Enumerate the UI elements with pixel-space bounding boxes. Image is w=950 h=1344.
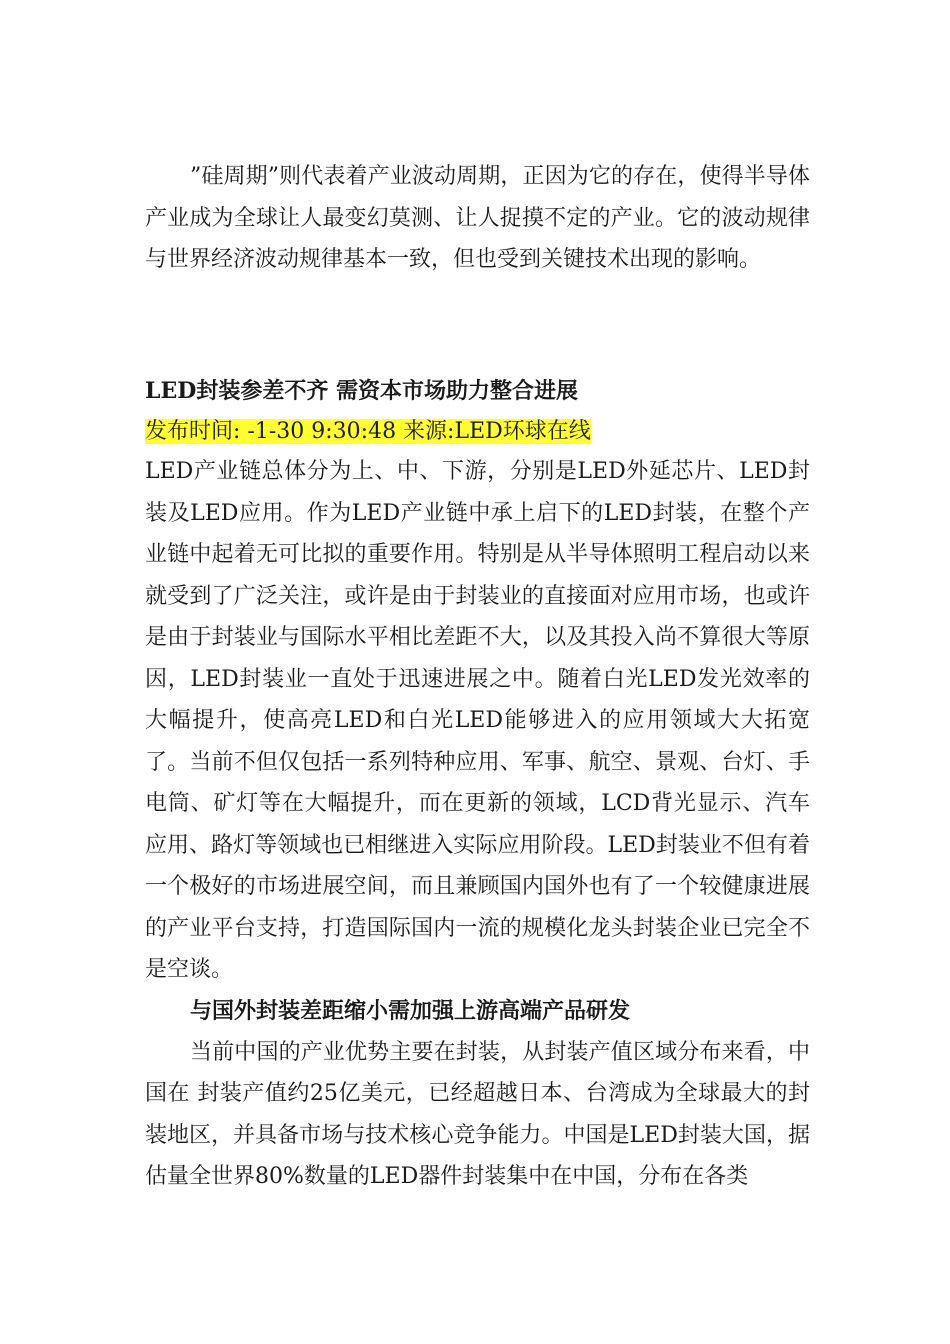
article-body <box>145 451 810 1198</box>
article-subheading: 与国外封装差距缩小需加强上游高端产品研发 <box>190 997 631 1024</box>
article-title: LED封装参差不齐 需资本市场助力整合进展 <box>145 378 578 404</box>
intro-paragraph: ”硅周期”则代表着产业波动周期，正因为它的存在，使得半导体产业成为全球让人最变幻莫测、让人捉摸不定的产业。它的波动规律与世界经济波动规律基本一致，但也受到关键技术出现的影响。 <box>145 164 810 272</box>
intro-block <box>145 156 810 281</box>
article-body-paragraph: LED产业链总体分为上、中、下游，分别是LED外延芯片、LED封装及LED应用。作为LED产业链中承上启下的LED封装，在整个产业链中起着无可比拟的重要作用。特别是从半导体照明工程启动以来就受到了广泛关注，或许是由于封装业的直接面对应用市场，也或许是由于封装业与国际水平相比差距不大，以及其投入尚不算很大等原因，LED封装业一直处于迅速进展之中。随着白光LED发光效率的大幅提升，使高亮LED和白光LED能够进入的应用领域大大拓宽了。当前不但仅包括一系列特种应用、军事、航空、景观、台灯、手电筒、矿灯等在大幅提升，而在更新的领域，LCD背光显示、汽车应用、路灯等领域也已相继进入实际应用阶段。LED封装业不但有着一个极好的市场进展空间，而且兼顾国内国外也有了一个较健康进展的产业平台支持，打造国际国内一流的规模化龙头封装企业已完全不是空谈。 <box>145 459 810 982</box>
article-body-paragraph-2: 当前中国的产业优势主要在封装，从封装产值区域分布来看，中国在 封装产值约25亿美元，已经超越日本、台湾成为全球最大的封装地区，并具备市场与技术核心竞争能力。中国是LED封装大国，据估量全世界80%数量的LED器件封装集中在中国，分布在各类 <box>145 1039 810 1189</box>
article-header <box>145 376 810 448</box>
article-meta-text: 发布时间: -1-30 9:30:48 来源:LED环球在线 <box>145 419 591 444</box>
article-meta <box>145 416 810 448</box>
